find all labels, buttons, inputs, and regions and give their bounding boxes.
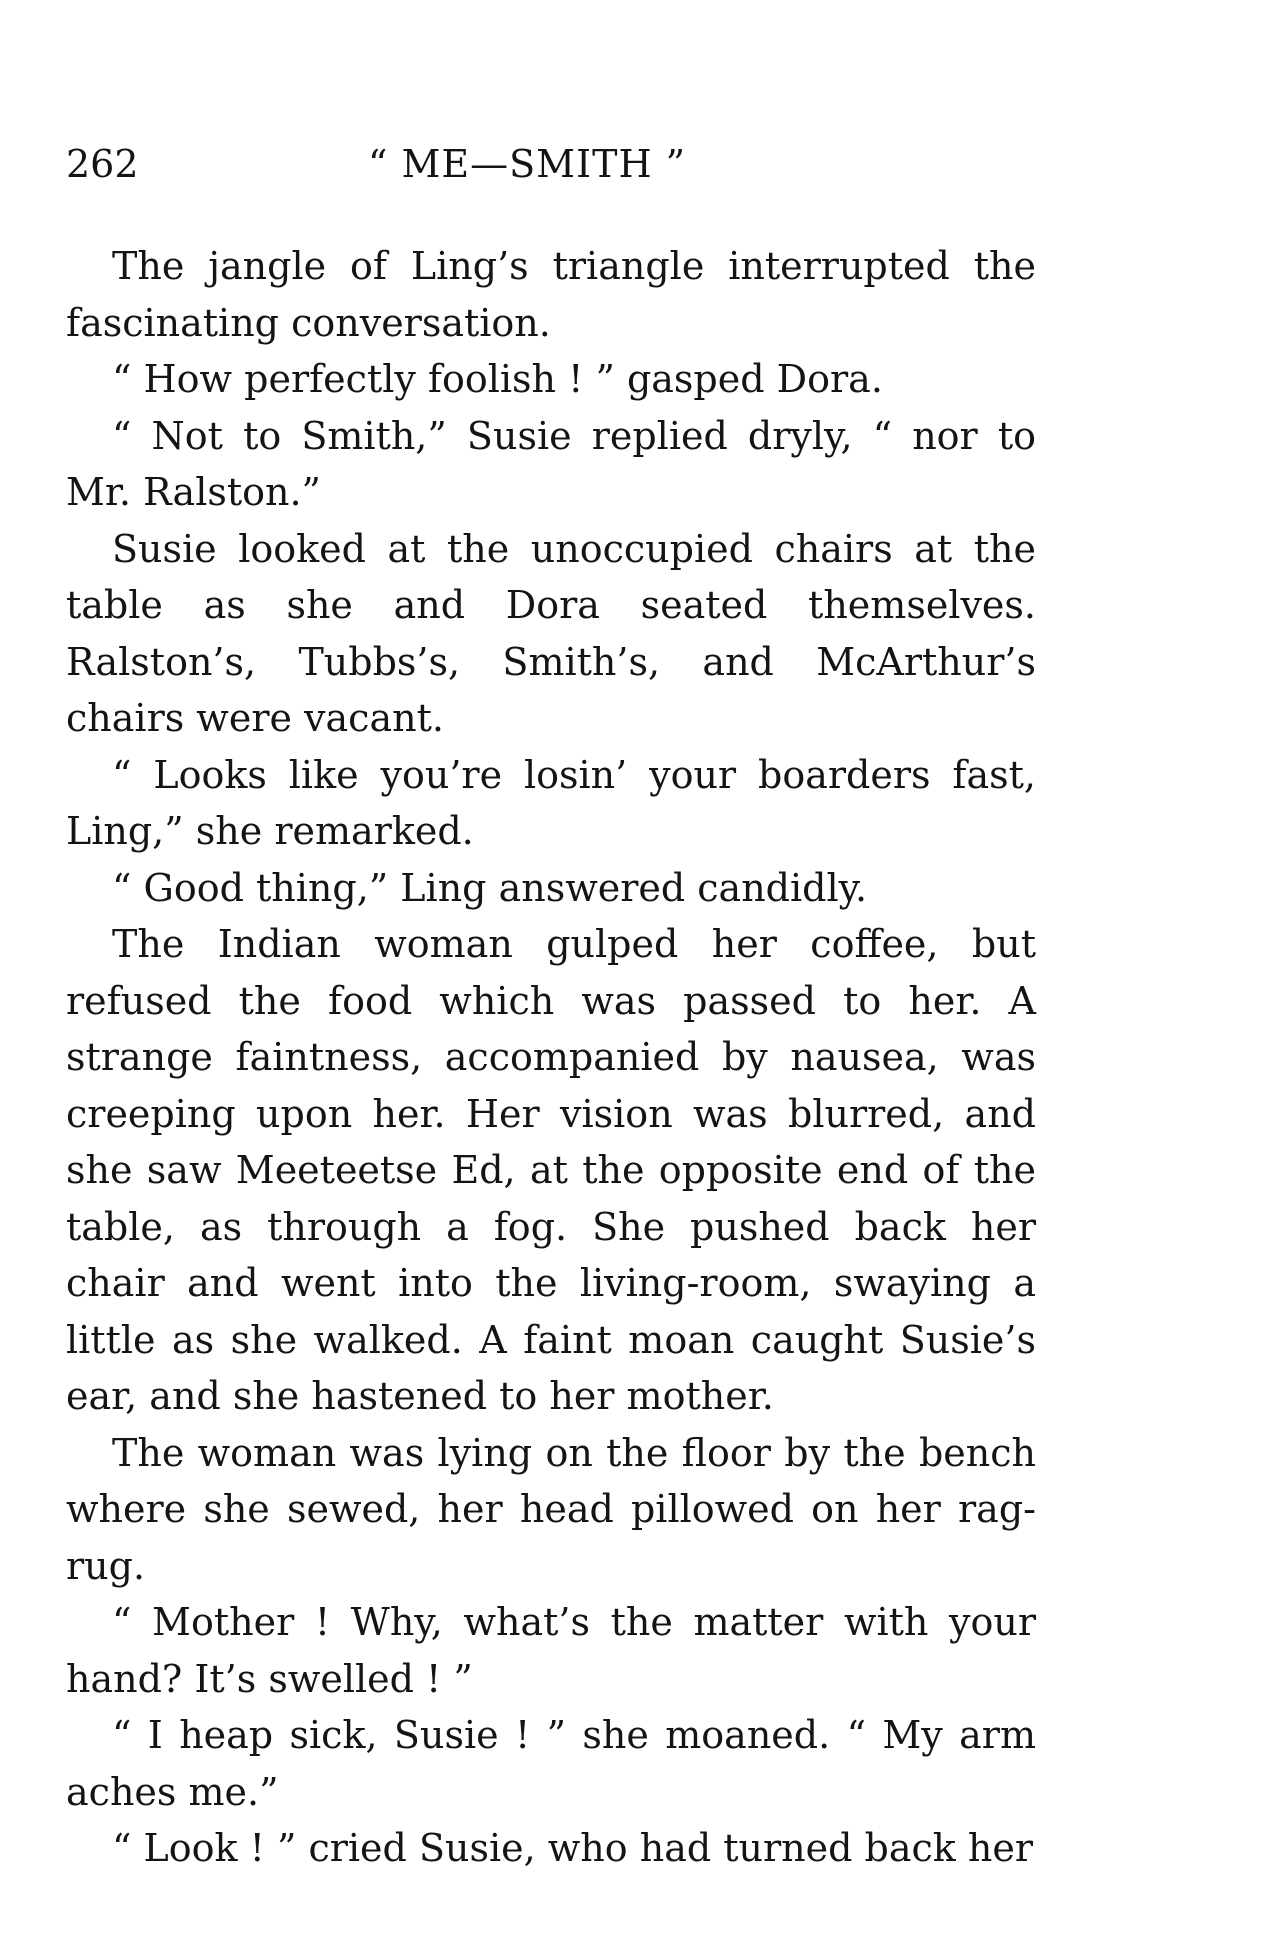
running-title: “ ME—SMITH ” (368, 142, 687, 186)
body-text (66, 238, 1036, 1877)
page-header (66, 142, 1036, 190)
paragraph: The Indian woman gulped her coffee, but refused the food which was passed to her. A strange faintness, accompanied by nausea, was creeping upon her. Her vision was blurred, and she saw Meeteetse Ed, at the opposite end of the table, as through a fog. She pushed back her chair and went into the living-room, swaying a little as she walked. A faint moan caught Susie’s ear, and she hastened to her mother. (66, 922, 1036, 1418)
paragraph: “ Looks like you’re losin’ your boarders fast, Ling,” she remarked. (66, 752, 1036, 853)
paragraph: The woman was lying on the floor by the bench where she sewed, her head pillowed on her rag-rug. (66, 1430, 1036, 1588)
paragraph: “ Mother ! Why, what’s the matter with your hand? It’s swelled ! ” (66, 1600, 1036, 1701)
page-number: 262 (66, 142, 139, 186)
paragraph: “ Look ! ” cried Susie, who had turned back her (112, 1826, 1034, 1870)
paragraph: Susie looked at the unoccupied chairs at the table as she and Dora seated themselves. Ralston’s, Tubbs’s, Smith’s, and McArthur’s chairs were vacant. (66, 526, 1036, 740)
paragraph: “ How perfectly foolish ! ” gasped Dora. (112, 357, 883, 401)
paragraph: The jangle of Ling’s triangle interrupted the fascinating conversation. (66, 244, 1036, 345)
paragraph: “ Not to Smith,” Susie replied dryly, “ nor to Mr. Ralston.” (66, 413, 1036, 514)
paragraph: “ Good thing,” Ling answered candidly. (112, 865, 868, 910)
paragraph: “ I heap sick, Susie ! ” she moaned. “ My arm aches me.” (66, 1713, 1036, 1814)
